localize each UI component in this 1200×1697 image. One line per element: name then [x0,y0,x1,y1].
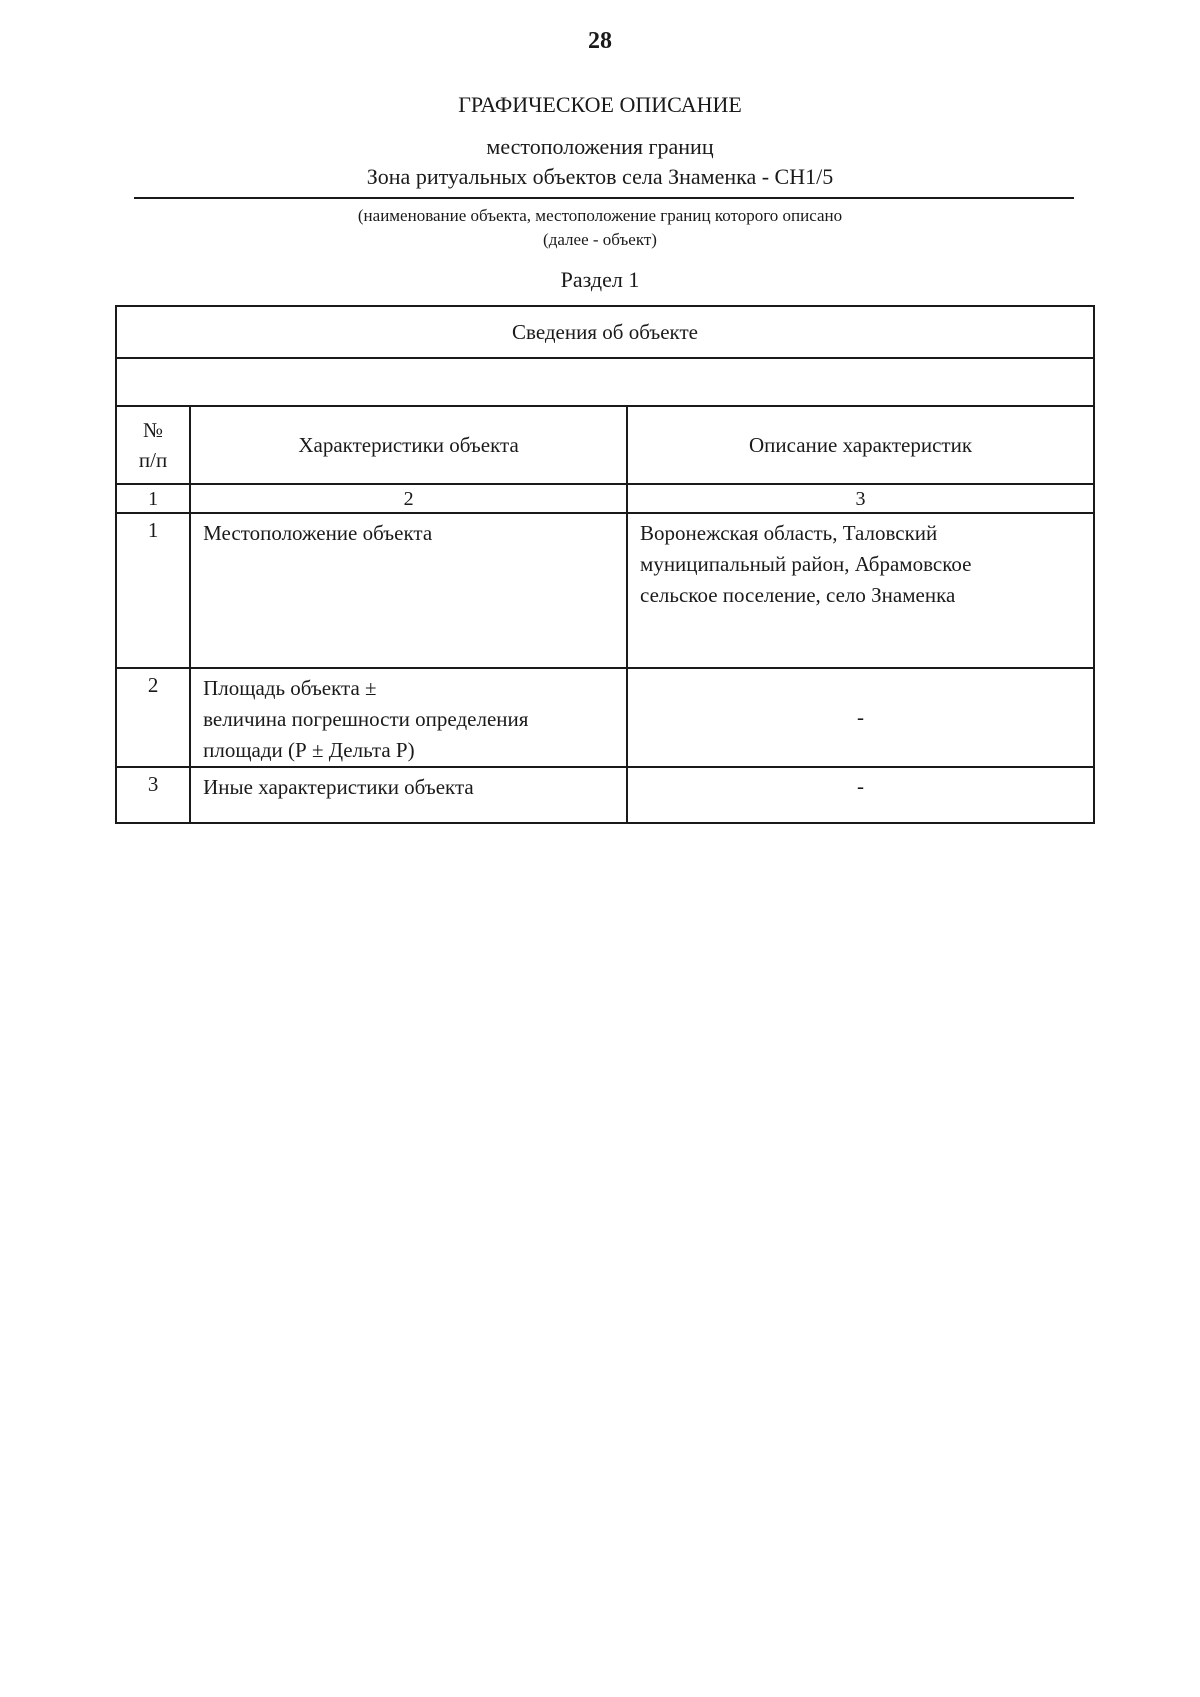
column-number-row [116,484,1094,513]
row-number: 2 [116,668,190,767]
column-header-description: Описание характеристик [627,406,1094,484]
row-number: 3 [116,767,190,823]
row-characteristic-line: Площадь объекта ± [203,676,377,700]
column-header-num-line-2: п/п [138,448,168,472]
table-header-row [116,406,1094,484]
row-description-line: сельское поселение, село Знаменка [640,583,956,607]
column-header-characteristic: Характеристики объекта [190,406,627,484]
section-label: Раздел 1 [560,267,640,292]
row-characteristic: Местоположение объекта [190,513,627,668]
row-description: - [627,668,1094,767]
object-name-caption [0,204,1200,252]
table-row [116,668,1094,767]
object-name-caption-line-1: (наименование объекта, местоположение границ которого описано [357,206,843,225]
row-characteristic: Иные характеристики объекта [190,767,627,823]
column-number-2: 2 [190,484,627,513]
document-subtitle: местоположения границ [486,134,714,159]
table-caption-row [116,306,1094,358]
column-number-1: 1 [116,484,190,513]
table-row [116,513,1094,668]
object-name: Зона ритуальных объектов села Знаменка - СН1/5 [366,164,834,189]
column-header-num-line-1: № [143,418,164,442]
table-caption: Сведения об объекте [116,306,1094,358]
row-characteristic [190,668,627,767]
document-title: ГРАФИЧЕСКОЕ ОПИСАНИЕ [458,92,742,117]
table-empty-row [116,358,1094,406]
row-number: 1 [116,513,190,668]
column-header-num [116,406,190,484]
page-number: 28 [588,28,612,54]
object-info-table [115,305,1095,824]
row-description: - [627,767,1094,823]
column-number-3: 3 [627,484,1094,513]
row-characteristic-line: величина погрешности определения [203,707,529,731]
table-empty-cell [116,358,1094,406]
row-description-line: муниципальный район, Абрамовское [640,552,972,576]
row-description [627,513,1094,668]
object-name-underline [134,197,1074,199]
table-row [116,767,1094,823]
row-characteristic-line: площади (Р ± Дельта Р) [203,738,415,762]
object-name-caption-line-2: (далее - объект) [543,230,657,249]
row-description-line: Воронежская область, Таловский [640,521,938,545]
